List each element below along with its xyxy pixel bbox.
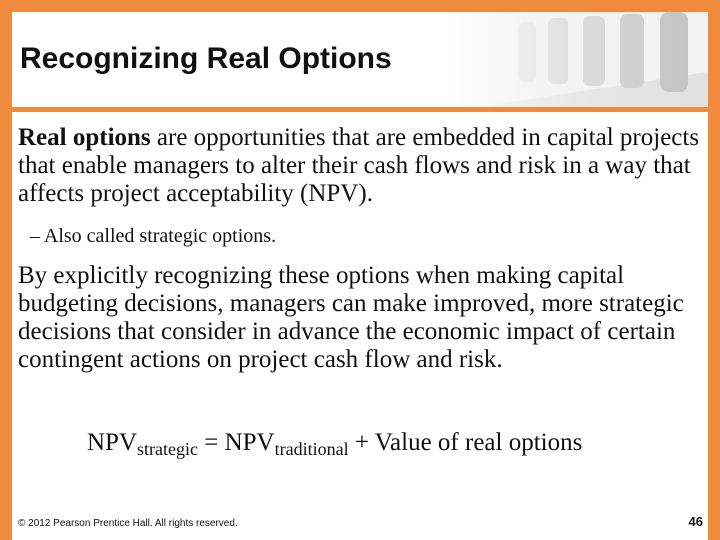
formula-sub-traditional: traditional xyxy=(274,439,349,459)
formula-equals-npv: = NPV xyxy=(198,429,275,456)
paragraph-real-options-text: are opportunities that are embedded in capital projects that enable managers to alter their cash flows and risk in a way that affects project acceptability (NPV). xyxy=(18,124,700,207)
slide-footer xyxy=(12,500,708,540)
top-border xyxy=(0,0,720,12)
page-number: 46 xyxy=(688,514,703,529)
conference-chairs-image xyxy=(448,12,708,107)
sub-bullet-strategic-options: – Also called strategic options. xyxy=(30,225,277,247)
npv-formula xyxy=(87,428,582,459)
term-real-options: Real options xyxy=(18,124,151,151)
formula-rest: + Value of real options xyxy=(348,429,583,456)
paragraph-recognizing-options: By explicitly recognizing these options when making capital budgeting decisions, managers can make improved, more strategic decisions that consider in advance the economic impact of certain contingent actions on project cash flow and risk. xyxy=(18,262,684,373)
slide-content xyxy=(12,112,708,500)
formula-npv: NPV xyxy=(87,429,138,456)
slide-title: Recognizing Real Options xyxy=(20,42,392,75)
copyright-notice: © 2012 Pearson Prentice Hall. All rights reserved. xyxy=(18,518,238,529)
title-bar xyxy=(12,12,708,107)
formula-sub-strategic: strategic xyxy=(137,439,198,459)
paragraph-real-options xyxy=(18,124,708,208)
